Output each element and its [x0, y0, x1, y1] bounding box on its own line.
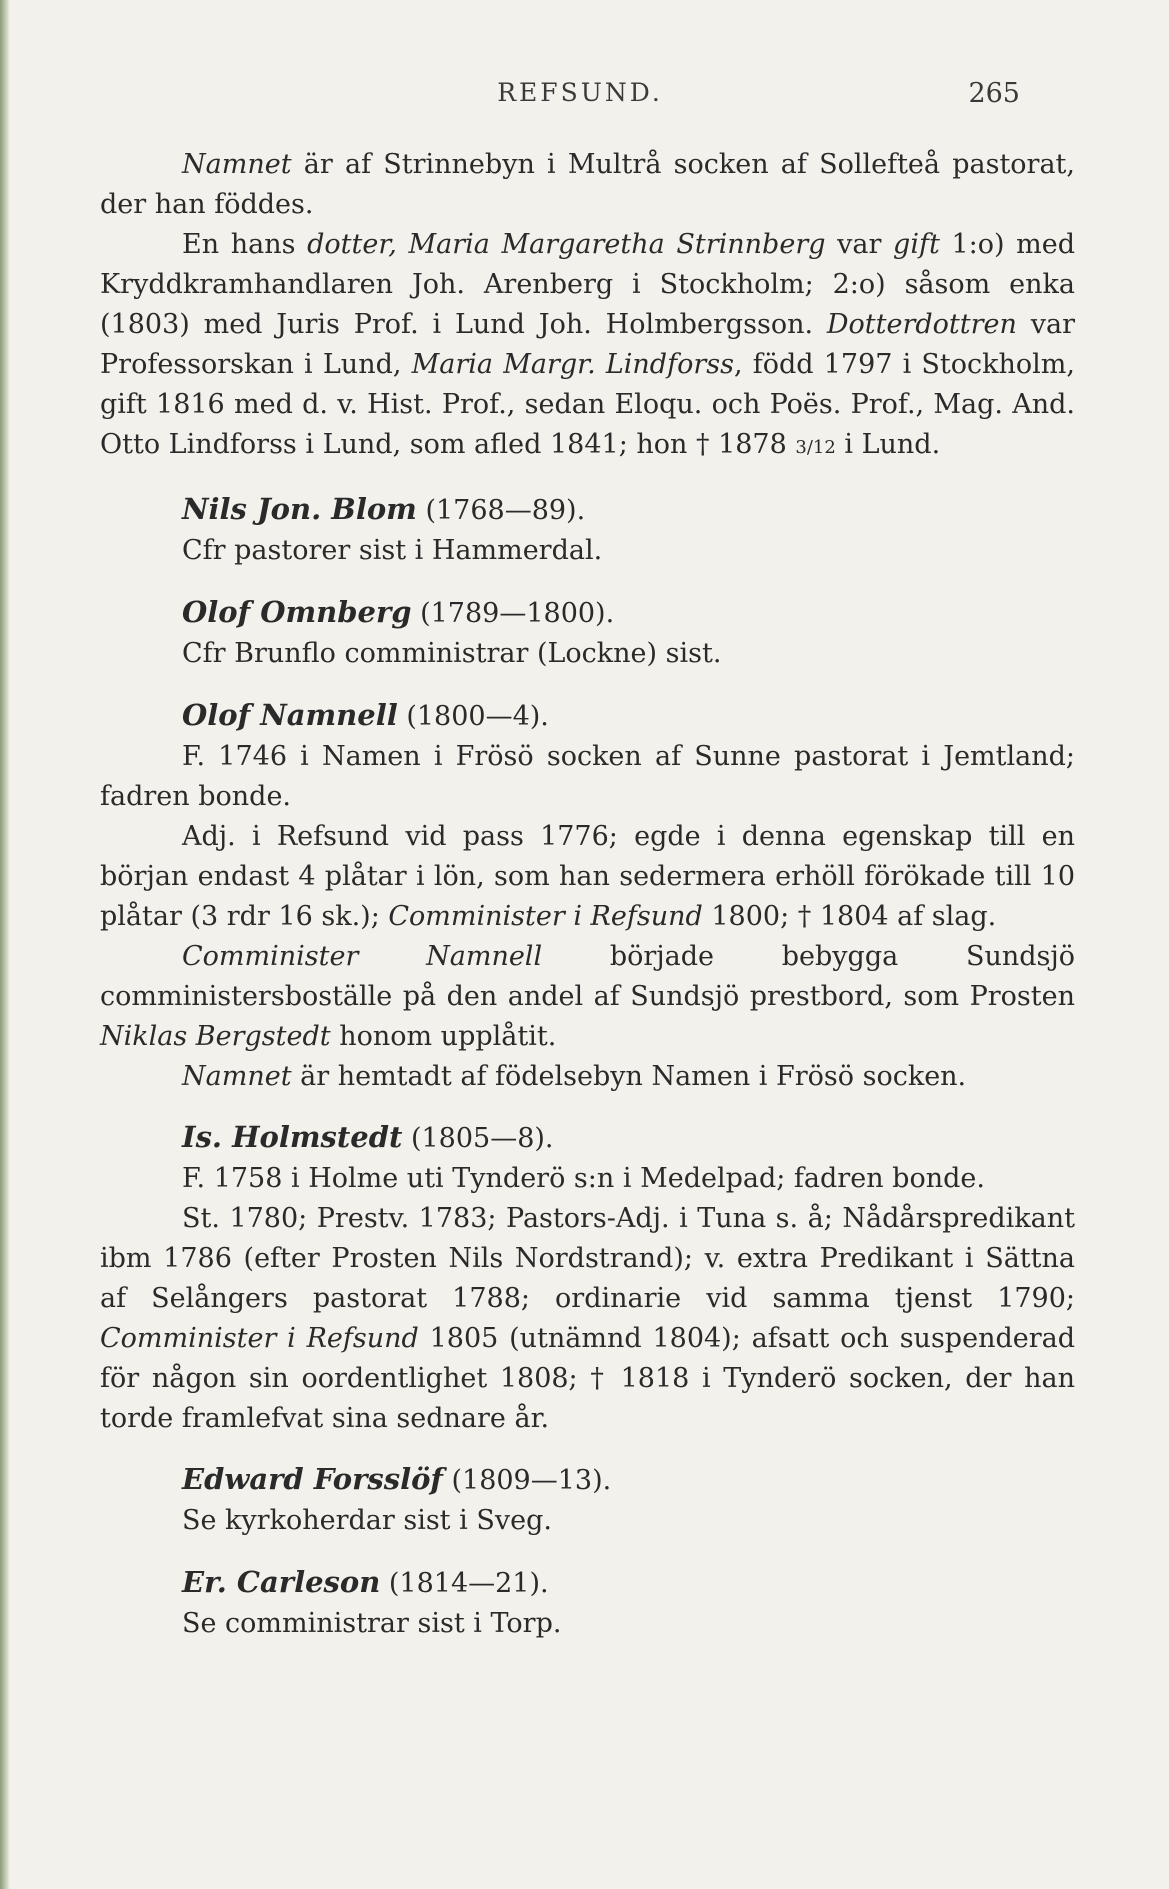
entry-note: Se kyrkoherdar sist i Sveg. [182, 1505, 552, 1536]
entry-edward-forsslof [100, 1459, 1075, 1501]
entry-career [100, 817, 1075, 937]
text-run: var Professorskan i Lund, [100, 309, 1076, 380]
entry-birth: F. 1758 i Holme uti Tynderö s:n i Medelpad; fadren bonde. [182, 1163, 985, 1194]
entry-is-holmstedt [100, 1117, 1075, 1159]
entry-residence [100, 937, 1075, 1057]
entry-name: Edward Forsslöf [182, 1462, 443, 1496]
date-fraction: 3/12 [795, 437, 836, 458]
entry-er-carleson [100, 1562, 1075, 1604]
entry-years: (1800—4). [397, 701, 549, 732]
entry-years: (1809—13). [442, 1465, 612, 1496]
page-spine-edge [0, 0, 10, 1889]
italic-name: Maria Margr. Lindforss [411, 349, 734, 380]
entry-name: Is. Holmstedt [182, 1120, 403, 1154]
italic-term: Comminister i Refsund [388, 901, 703, 932]
page-body [100, 145, 1075, 1644]
entry-career [100, 1199, 1075, 1439]
entry-years: (1768—89). [416, 495, 586, 526]
page-header [100, 78, 1020, 118]
text-run: St. 1780; Prestv. 1783; Pastors-Adj. i Tuna s. å; Nådårspredikant ibm 1786 (efter Prosten Nils Nordstrand); v. extra Predikant i Sättna af Selångers pastorat 1788; ordinarie vid samma tjenst 1790; [100, 1203, 1075, 1314]
text-run: 1805 (utnämnd 1804); afsatt och suspenderad för någon sin oordentlighet 1808; † 1818 i Tynderö socken, der han torde framlefvat sina sednare år. [100, 1323, 1076, 1434]
entry-name: Er. Carleson [182, 1565, 381, 1599]
text-run: är af Strinnebyn i Multrå socken af Sollefteå pastorat, der han föddes. [100, 149, 1075, 220]
italic-term: Namnet [182, 149, 292, 180]
entry-years: (1805—8). [402, 1123, 554, 1154]
entry-nils-jon-blom [100, 489, 1075, 531]
entry-note: Cfr Brunflo comministrar (Lockne) sist. [182, 638, 722, 669]
text-run: var [825, 229, 894, 260]
entry-name: Nils Jon. Blom [182, 492, 417, 526]
entry-olof-namnell [100, 695, 1075, 737]
text-run: , född 1797 i Stockholm, gift 1816 med d. v. Hist. Prof., sedan Eloqu. och Poës. Prof., Mag. And. Otto Lindforss i Lund, som afled 1841; hon † 1878 [100, 349, 1075, 460]
entry-note: Cfr pastorer sist i Hammerdal. [182, 535, 603, 566]
paragraph-namnet-origin [100, 145, 1075, 225]
entry-note: Se comministrar sist i Torp. [182, 1608, 562, 1639]
text-run: 1800; † 1804 af slag. [702, 901, 997, 932]
entry-birth: F. 1746 i Namen i Frösö socken af Sunne pastorat i Jemtland; fadren bonde. [100, 741, 1075, 812]
entry-olof-omnberg [100, 592, 1075, 634]
entry-name: Olof Omnberg [182, 595, 412, 629]
text-run: Adj. i Refsund vid pass 1776; egde i denna egenskap till en början endast 4 plåtar i lön, som han sedermera erhöll förökade till 10 plåtar (3 rdr 16 sk.); [100, 821, 1075, 932]
italic-name: Comminister Namnell [182, 941, 543, 972]
page-number: 265 [968, 78, 1020, 109]
italic-term: Namnet [182, 1061, 292, 1092]
text-run: 1:o) med Kryddkramhandlaren Joh. Arenberg i Stockholm; 2:o) såsom enka (1803) med Juris Prof. i Lund Joh. Holmbergsson. [100, 229, 1076, 340]
paragraph-daughter [100, 225, 1075, 468]
text-run: En hans [182, 229, 308, 260]
text-run: honom upplåtit. [330, 1021, 557, 1052]
text-run: började bebygga Sundsjö comministersboställe på den andel af Sundsjö prestbord, som Prosten [100, 941, 1075, 1012]
entry-years: (1814—21). [380, 1568, 549, 1599]
italic-name: dotter, Maria Margaretha Strinnberg [307, 229, 826, 260]
italic-term: gift [893, 229, 940, 260]
running-title: REFSUND. [497, 78, 663, 107]
entry-name: Olof Namnell [182, 698, 398, 732]
text-run: är hemtadt af födelsebyn Namen i Frösö socken. [291, 1061, 967, 1092]
entry-years: (1789—1800). [411, 598, 615, 629]
entry-name-origin [100, 1057, 1075, 1097]
italic-term: Dotterdottren [826, 309, 1017, 340]
text-run: i Lund. [835, 429, 941, 460]
italic-term: Comminister i Refsund [100, 1323, 419, 1354]
italic-name: Niklas Bergstedt [100, 1021, 331, 1052]
